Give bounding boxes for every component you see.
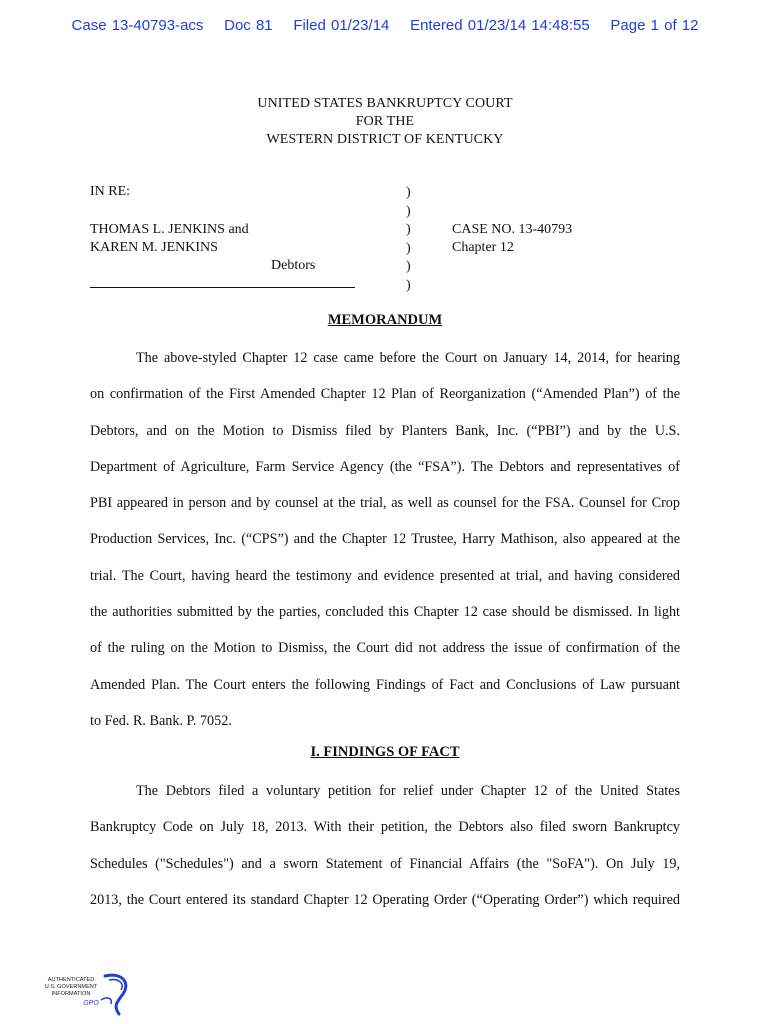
paragraph-line: Production Services, Inc. (“CPS”) and the Chapter 12 Trustee, Harry Mathison, also appeared at the [90,531,680,548]
chapter-label: Chapter 12 [452,240,514,255]
stamp-page-count: Page 1 of 12 [610,17,699,34]
memorandum-paragraph-1 [90,340,680,739]
caption-paren: ) [406,277,411,293]
gpo-logo-line-1: AUTHENTICATED [47,977,95,983]
case-caption [90,184,690,294]
caption-paren: ) [406,185,411,200]
caption-paren: ) [406,259,411,274]
findings-of-fact-heading: I. FINDINGS OF FACT [310,744,460,760]
debtor-name-2: KAREN M. JENKINS [90,240,218,255]
case-number-block [452,221,572,257]
stamp-case-number: Case 13-40793-acs [71,17,204,34]
paragraph-line: Amended Plan. The Court enters the following Findings of Fact and Conclusions of Law pursuant [90,676,680,693]
paragraph-line: to Fed. R. Bank. P. 7052. [90,712,232,729]
court-name: UNITED STATES BANKRUPTCY COURT [257,96,513,111]
paragraph-line: of the ruling on the Motion to Dismiss, the Court did not address the issue of confirmation of the [90,640,680,657]
gpo-logo-line-4: GPO [83,1000,99,1007]
debtor-names [90,221,249,257]
gpo-logo-line-2: U.S. GOVERNMENT [44,984,98,990]
in-re-label: IN RE: [90,184,131,199]
caption-paren: ) [406,203,411,219]
paragraph-line: 2013, the Court entered its standard Chapter 12 Operating Order (“Operating Order”) which required [90,891,680,908]
paragraph-line: trial. The Court, having heard the testimony and evidence presented at trial, and having considered [90,567,680,584]
paragraph-line: the authorities submitted by the parties, concluded this Chapter 12 case should be dismissed. In light [90,604,680,621]
paragraph-line: Debtors, and on the Motion to Dismiss filed by Planters Bank, Inc. (“PBI”) and by the U.S. [90,422,680,439]
paragraph-line: The above-styled Chapter 12 case came before the Court on January 14, 2014, for hearing [136,350,680,366]
court-district: WESTERN DISTRICT OF KENTUCKY [266,132,504,147]
memorandum-title: MEMORANDUM [327,312,443,328]
paragraph-line: Schedules ("Schedules") and a sworn Statement of Financial Affairs (the "SoFA"). On July 19, [90,855,680,872]
paragraph-line: Department of Agriculture, Farm Service Agency (the “FSA”). The Debtors and representatives of [90,458,680,475]
gpo-logo-line-3: INFORMATION [51,991,91,997]
stamp-entered-date: Entered 01/23/14 14:48:55 [410,17,590,34]
gpo-authenticated-logo [43,970,133,1020]
caption-signature-rule [90,287,355,288]
case-number: CASE NO. 13-40793 [452,222,573,237]
paragraph-line: PBI appeared in person and by counsel at the trial, as well as counsel for the FSA. Counsel for Crop [90,495,680,512]
paragraph-line: The Debtors filed a voluntary petition for relief under Chapter 12 of the United States [136,783,680,799]
paragraph-line: on confirmation of the First Amended Chapter 12 Plan of Reorganization (“Amended Plan”) of the [90,386,680,403]
stamp-filed-date: Filed 01/23/14 [293,17,390,34]
debtors-label: Debtors [271,258,316,273]
debtor-name-1: THOMAS L. JENKINS and [90,222,249,237]
caption-paren: ) [406,222,411,237]
findings-paragraph-1 [90,773,680,918]
stamp-doc-number: Doc 81 [224,17,273,34]
court-for-the: FOR THE [355,114,415,129]
caption-parentheses [406,184,411,295]
paragraph-line: Bankruptcy Code on July 18, 2013. With their petition, the Debtors also filed sworn Bankruptcy [90,819,680,836]
court-heading [0,95,770,149]
court-filing-stamp [0,17,770,34]
caption-paren: ) [406,240,411,256]
